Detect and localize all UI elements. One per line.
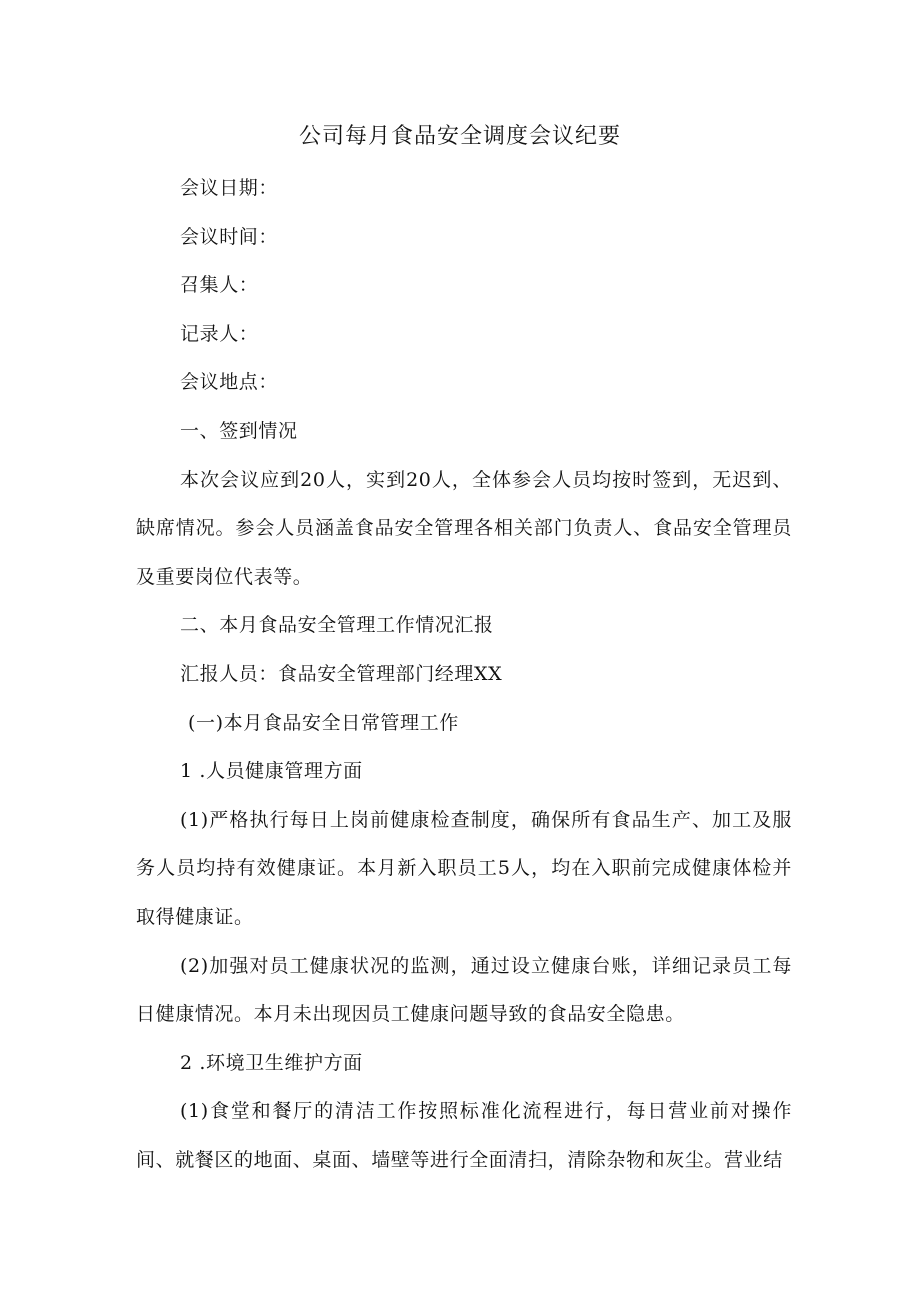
convener-field: 召集人： xyxy=(180,274,259,297)
item-heading-environment-hygiene: 2 .环境卫生维护方面 xyxy=(180,1051,363,1074)
meeting-date-field: 会议日期： xyxy=(180,177,279,199)
section-heading-work-report: 二、本月食品安全管理工作情况汇报 xyxy=(180,614,494,637)
health-paragraph-2: (2)加强对员工健康状况的监测，通过设立健康台账，详细记录员工每日健康情况。本月未出现因员工健康问题导致的食品安全隐患。 xyxy=(136,954,792,1026)
item-heading-health-management: 1 .人员健康管理方面 xyxy=(180,760,363,783)
reporter-line: 汇报人员：食品安全管理部门经理XX xyxy=(180,662,503,685)
meeting-time-field: 会议时间： xyxy=(180,225,279,248)
health-paragraph-1: (1)严格执行每日上岗前健康检查制度，确保所有食品生产、加工及服务人员均持有效健康证。本月新入职员工5人，均在入职前完成健康体检并取得健康证。 xyxy=(136,808,792,928)
meeting-location-field: 会议地点： xyxy=(180,371,279,394)
subsection-heading-daily-management: (一)本月食品安全日常管理工作 xyxy=(188,711,459,734)
section-heading-attendance: 一、签到情况 xyxy=(180,419,298,442)
document-body xyxy=(136,164,792,1184)
recorder-field: 记录人： xyxy=(180,322,259,345)
attendance-paragraph: 本次会议应到20人，实到20人，全体参会人员均按时签到，无迟到、缺席情况。参会人员涵盖食品安全管理各相关部门负责人、食品安全管理员及重要岗位代表等。 xyxy=(136,468,792,588)
hygiene-paragraph-1: (1)食堂和餐厅的清洁工作按照标准化流程进行，每日营业前对操作间、就餐区的地面、桌面、墙壁等进行全面清扫，清除杂物和灰尘。营业结 xyxy=(136,1100,792,1171)
document-title: 公司每月食品安全调度会议纪要 xyxy=(298,124,621,149)
